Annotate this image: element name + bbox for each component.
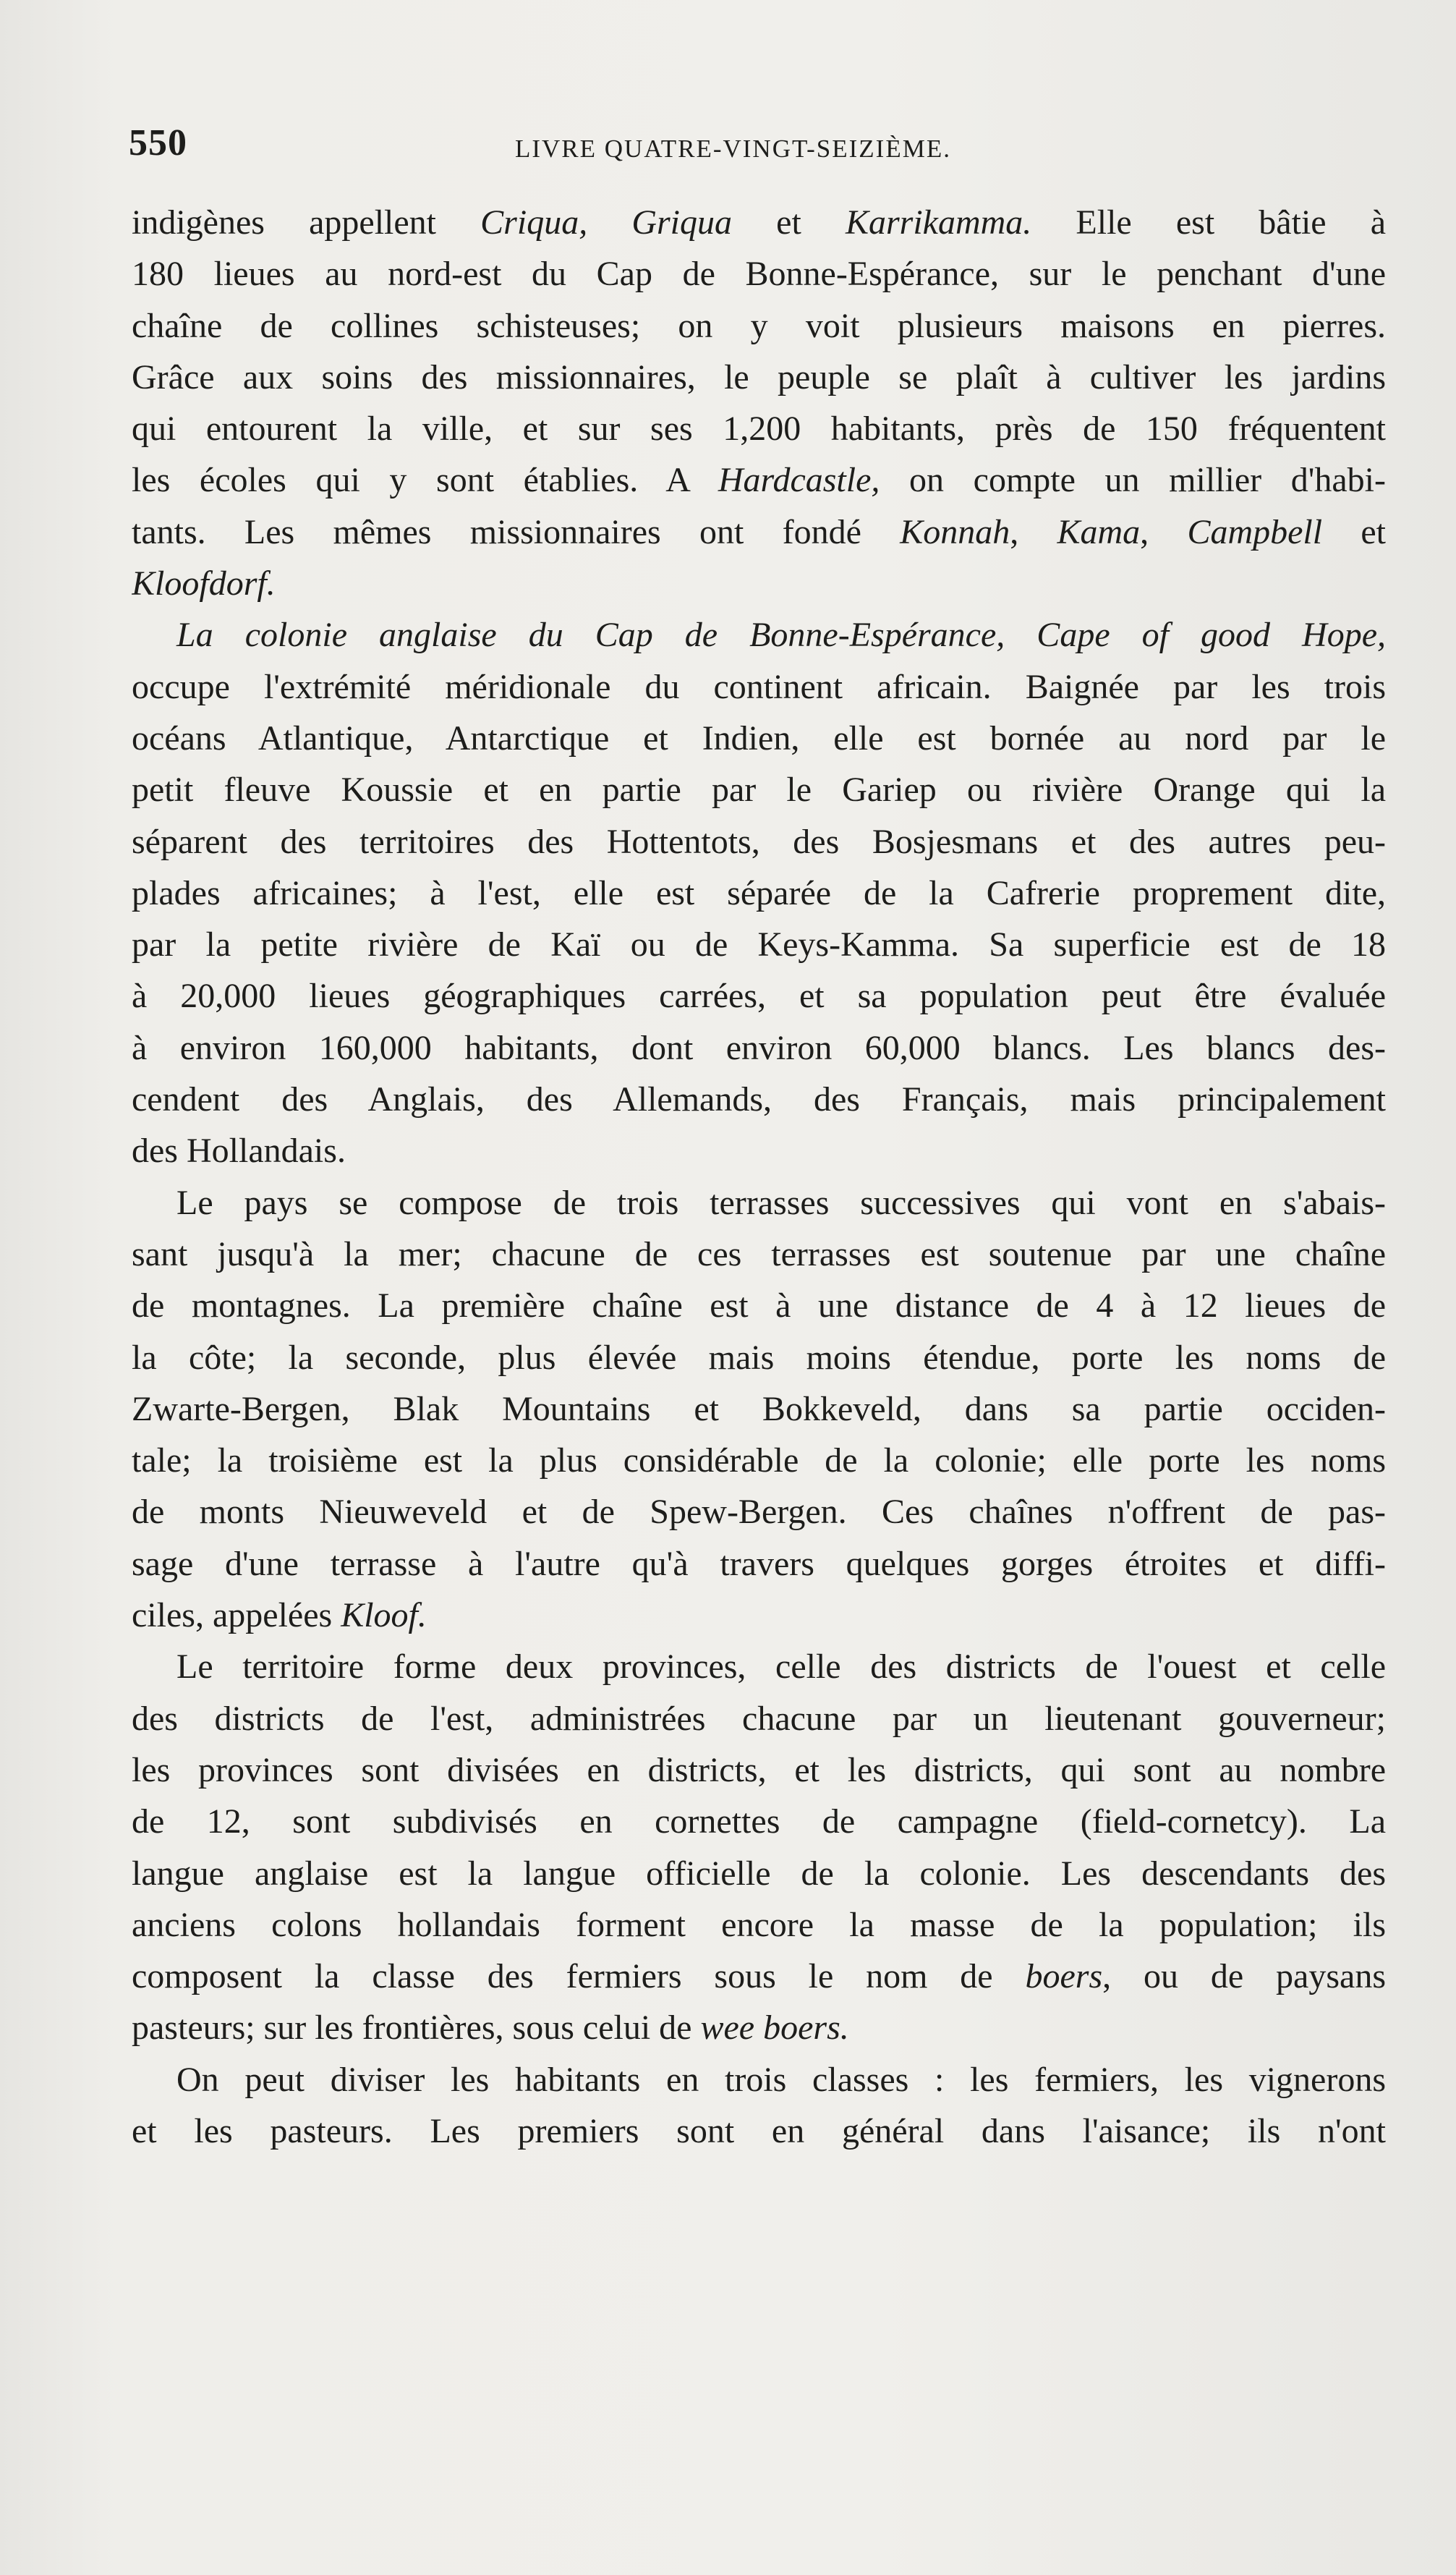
text-run: des districts de l'est, administrées chacune par un lieutenant gouverneur; — [132, 1699, 1386, 1738]
text-run: tale; la troisième est la plus considérable de la colonie; elle porte les noms — [132, 1441, 1386, 1480]
text-line — [132, 1899, 1386, 1951]
text-run: Zwarte-Bergen, Blak Mountains et Bokkeveld, dans sa partie occiden- — [132, 1389, 1386, 1428]
text-run: à 20,000 lieues géographiques carrées, et sa population peut être évaluée — [132, 977, 1386, 1016]
text-line — [132, 1022, 1386, 1074]
italic-text: Kloofdorf. — [132, 564, 276, 603]
text-run: et — [1322, 512, 1386, 551]
text-line — [132, 1538, 1386, 1590]
text-run: cendent des Anglais, des Allemands, des Français, mais principalement — [132, 1080, 1386, 1119]
text-line — [132, 506, 1386, 558]
text-run: petit fleuve Koussie et en partie par le Gariep ou rivière Orange qui la — [132, 771, 1386, 810]
text-run: , — [1010, 512, 1057, 551]
text-run: Elle est bâtie à — [1031, 203, 1386, 242]
text-run: de monts Nieuweveld et de Spew-Bergen. Ces chaînes n'offrent de pas- — [132, 1493, 1386, 1532]
text-line — [132, 1280, 1386, 1331]
text-line — [132, 2054, 1386, 2105]
text-line — [132, 1951, 1386, 2002]
text-run: 180 lieues au nord-est du Cap de Bonne-Espérance, sur le penchant d'une — [132, 255, 1386, 294]
text-run: Le pays se compose de trois terrasses successives qui vont en s'abais- — [176, 1183, 1386, 1222]
text-line — [132, 1744, 1386, 1796]
text-line — [132, 1796, 1386, 1847]
text-line — [132, 609, 1386, 661]
text-run: sant jusqu'à la mer; chacune de ces terrasses est soutenue par une chaîne — [132, 1234, 1386, 1273]
text-line — [132, 1074, 1386, 1125]
text-line — [132, 1177, 1386, 1229]
text-run: anciens colons hollandais forment encore la masse de la population; ils — [132, 1905, 1386, 1944]
text-run: , ou de paysans — [1102, 1957, 1386, 1996]
italic-text: Criqua, Griqua — [480, 203, 733, 242]
text-run: et — [732, 203, 846, 242]
text-run: océans Atlantique, Antarctique et Indien, elle est bornée au nord par le — [132, 718, 1386, 758]
text-run: les provinces sont divisées en districts, et les districts, qui sont au nombre — [132, 1750, 1386, 1789]
text-line — [132, 1435, 1386, 1486]
text-run: par la petite rivière de Kaï ou de Keys-Kamma. Sa superficie est de 18 — [132, 925, 1386, 964]
text-line — [132, 558, 1386, 609]
text-line — [132, 1332, 1386, 1383]
italic-text: Hardcastle, — [718, 461, 880, 500]
text-run: ciles, appelées — [132, 1596, 341, 1635]
text-run: , — [1140, 512, 1188, 551]
italic-text: La colonie anglaise du Cap de Bonne-Espérance, Cape of good Hope, — [176, 616, 1386, 655]
text-run: à environ 160,000 habitants, dont environ 60,000 blancs. Les blancs des- — [132, 1028, 1386, 1067]
text-line — [132, 764, 1386, 815]
italic-text: Kama — [1057, 512, 1141, 551]
text-run: indigènes appellent — [132, 203, 481, 242]
text-run: pasteurs; sur les frontières, sous celui de — [132, 2008, 701, 2048]
text-line — [132, 300, 1386, 352]
running-head: LIVRE QUATRE-VINGT-SEIZIÈME. — [515, 135, 951, 163]
text-line — [132, 970, 1386, 1022]
text-line — [132, 248, 1386, 300]
text-run: de 12, sont subdivisés en cornettes de campagne (field-cornetcy). La — [132, 1802, 1386, 1841]
text-line — [132, 661, 1386, 713]
text-run: On peut diviser les habitants en trois classes : les fermiers, les vignerons — [176, 2060, 1386, 2099]
text-line — [132, 2002, 1386, 2053]
text-run: et les pasteurs. Les premiers sont en général dans l'aisance; ils n'ont — [132, 2111, 1386, 2150]
text-run: composent la classe des fermiers sous le nom de — [132, 1957, 1026, 1996]
text-run: sage d'une terrasse à l'autre qu'à travers quelques gorges étroites et diffi- — [132, 1544, 1386, 1583]
text-line — [132, 1641, 1386, 1692]
text-run: on compte un millier d'habi- — [880, 461, 1386, 500]
text-run: séparent des territoires des Hottentots, des Bosjesmans et des autres peu- — [132, 822, 1386, 861]
text-line — [132, 2105, 1386, 2157]
text-line — [132, 454, 1386, 506]
text-line — [132, 197, 1386, 248]
text-line — [132, 1693, 1386, 1744]
italic-text: wee boers. — [700, 2008, 849, 2048]
italic-text: Konnah — [900, 512, 1010, 551]
text-run: chaîne de collines schisteuses; on y voit plusieurs maisons en pierres. — [132, 306, 1386, 345]
italic-text: Campbell — [1187, 512, 1323, 551]
text-line — [132, 1125, 1386, 1176]
italic-text: Kloof. — [341, 1596, 427, 1635]
italic-text: boers — [1025, 1957, 1103, 1996]
text-line — [132, 1229, 1386, 1280]
text-line — [132, 1590, 1386, 1641]
body-text — [132, 197, 1386, 2157]
text-line — [132, 919, 1386, 970]
text-run: langue anglaise est la langue officielle de la colonie. Les descendants des — [132, 1854, 1386, 1893]
page-number: 550 — [129, 122, 187, 164]
text-line — [132, 816, 1386, 867]
text-run: Le territoire forme deux provinces, celle des districts de l'ouest et celle — [176, 1647, 1386, 1687]
text-run: des Hollandais. — [132, 1132, 346, 1171]
text-line — [132, 352, 1386, 403]
italic-text: Karrikamma. — [845, 203, 1032, 242]
page-header — [129, 122, 1387, 172]
text-run: de montagnes. La première chaîne est à une distance de 4 à 12 lieues de — [132, 1286, 1386, 1325]
text-run: plades africaines; à l'est, elle est séparée de la Cafrerie proprement dite, — [132, 873, 1386, 912]
text-run: qui entourent la ville, et sur ses 1,200 habitants, près de 150 fréquentent — [132, 410, 1386, 449]
text-line — [132, 1486, 1386, 1537]
text-line — [132, 867, 1386, 919]
text-run: la côte; la seconde, plus élevée mais moins étendue, porte les noms de — [132, 1338, 1386, 1377]
text-run: les écoles qui y sont établies. A — [132, 461, 718, 500]
text-run: tants. Les mêmes missionnaires ont fondé — [132, 512, 901, 551]
text-line — [132, 403, 1386, 454]
text-line — [132, 1383, 1386, 1435]
text-run: occupe l'extrémité méridionale du continent africain. Baignée par les trois — [132, 667, 1386, 706]
text-line — [132, 713, 1386, 764]
text-line — [132, 1848, 1386, 1899]
text-run: Grâce aux soins des missionnaires, le peuple se plaît à cultiver les jardins — [132, 357, 1386, 396]
